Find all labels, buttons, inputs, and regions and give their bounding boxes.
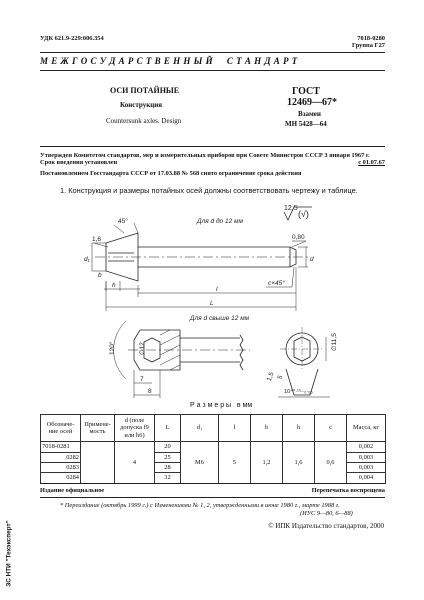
footer-rule-2 bbox=[40, 497, 385, 498]
dim-h: h bbox=[112, 282, 116, 289]
standard-band: М Е Ж Г О С У Д А Р С Т В Е Н Н Ы Й С Т А Н Д А Р Т bbox=[40, 56, 298, 66]
th-designation: Обозначе-ние осей bbox=[41, 415, 81, 442]
upper-caption: Для d до 12 мм bbox=[197, 218, 243, 225]
dim-15: 1,5 bbox=[265, 371, 276, 383]
upper-axle bbox=[95, 233, 308, 281]
title-en: Countersunk axles. Design bbox=[106, 117, 182, 125]
band-rule bbox=[40, 70, 385, 71]
stamp-text: ЗС НТИ "Техэксперт" bbox=[5, 520, 13, 587]
dim-8: 8 bbox=[148, 388, 152, 395]
dim-L: L bbox=[210, 300, 214, 307]
gost-number: 12469—67* bbox=[287, 97, 337, 108]
lower-axle bbox=[128, 330, 250, 370]
cell-L: 20 bbox=[155, 442, 181, 452]
th-d1: d₁ bbox=[181, 415, 219, 442]
gost-label: ГОСТ bbox=[292, 86, 320, 97]
th-c: c bbox=[315, 415, 347, 442]
axle-drawing bbox=[40, 195, 386, 410]
cell-designation: 0284 bbox=[41, 473, 81, 483]
dim-120: 120° bbox=[109, 341, 116, 355]
cell-designation: 0283 bbox=[41, 463, 81, 473]
clause-1: 1. Конструкция и размеры потайных осей должны соответствовать чертежу и таблице. bbox=[60, 186, 358, 195]
th-h: h bbox=[283, 415, 315, 442]
ius-note: (ИУС 9—80, 6—88) bbox=[300, 510, 353, 517]
dim-h-line bbox=[104, 281, 140, 291]
doc-code: 7018-0280 bbox=[357, 35, 385, 42]
official-edition: Издание официальное bbox=[40, 487, 105, 494]
dim-16: 1,6 bbox=[92, 236, 102, 243]
dim-cx45: c×45° bbox=[268, 280, 285, 287]
sidebar-stamp bbox=[4, 520, 14, 592]
dim-l: l bbox=[216, 286, 218, 293]
dimensions-table bbox=[40, 414, 386, 484]
cell-b: 1,2 bbox=[251, 442, 283, 484]
instead-label: Взамен bbox=[298, 110, 321, 118]
dim-080-line bbox=[292, 241, 306, 247]
term-label: Срок введения установлен bbox=[40, 159, 118, 166]
table-header-row bbox=[41, 415, 386, 442]
dim-tol: 10⁺⁰·¹⁵₋₀·₀₅ bbox=[284, 389, 313, 395]
subtitle-ru: Конструкция bbox=[120, 101, 163, 109]
cell-mass: 0,003 bbox=[347, 452, 386, 462]
end-view-axis bbox=[280, 327, 324, 371]
cell-mass: 0,004 bbox=[347, 473, 386, 483]
lower-shaft bbox=[180, 335, 243, 370]
th-l: l bbox=[219, 415, 251, 442]
header-rule bbox=[40, 52, 385, 53]
dim-b: b bbox=[98, 272, 102, 279]
dim-080: 0,80 bbox=[292, 234, 305, 241]
roughness-value: 12,5 bbox=[284, 205, 298, 212]
dim-8-line bbox=[134, 370, 160, 398]
th-mass: Масса, кг bbox=[347, 415, 386, 442]
cell-designation: 7018-0281 bbox=[41, 442, 81, 452]
term-date: с 01.07.67 bbox=[358, 159, 385, 166]
cell-l: 5 bbox=[219, 442, 251, 484]
reprint-note: * Переиздание (октябрь 1999 г.) с Изменениями № 1, 2, утвержденными в июне 1980 г., марте 1988 г. bbox=[60, 502, 340, 509]
table-caption: Р а з м е р ы в мм bbox=[190, 402, 253, 409]
cell-d: 4 bbox=[115, 442, 155, 484]
dim-d12: ∅12 bbox=[139, 342, 146, 355]
udk-code: УДК 621.9-229:006.354 bbox=[40, 35, 104, 42]
th-L: L bbox=[155, 415, 181, 442]
title-ru: ОСИ ПОТАЙНЫЕ bbox=[110, 86, 180, 95]
cell-mass: 0,003 bbox=[347, 463, 386, 473]
cell-c: 0,6 bbox=[315, 442, 347, 484]
th-d: d (поле допуска f9 или h6) bbox=[115, 415, 155, 442]
table-row bbox=[41, 442, 386, 452]
cell-L: 32 bbox=[155, 473, 181, 483]
th-b: b bbox=[251, 415, 283, 442]
copyright: © ИПК Издательство стандартов, 2000 bbox=[268, 522, 384, 530]
approval-line: Утвержден Комитетом стандартов, мер и измерительных приборов при Совете Министров СССР 3 января 1967 г. bbox=[40, 152, 370, 159]
replaced-doc: МН 5428—64 bbox=[285, 120, 327, 128]
reprint-ban: Перепечатка воспрещена bbox=[311, 487, 385, 494]
roughness-paren: (√) bbox=[298, 209, 309, 219]
cell-d1: M6 bbox=[181, 442, 219, 484]
decree-line: Постановлением Госстандарта СССР от 17.03.88 № 568 снято ограничение срока действия bbox=[40, 170, 302, 177]
lower-caption: Для d свыше 12 мм bbox=[190, 315, 250, 322]
footer-rule bbox=[40, 483, 385, 484]
cell-mass: 0,002 bbox=[347, 442, 386, 452]
dim-d1: d₁ bbox=[84, 256, 90, 263]
doc-group: Группа Г27 bbox=[352, 42, 385, 49]
cell-h: 1,6 bbox=[283, 442, 315, 484]
th-applicability: Примене-мость bbox=[81, 415, 115, 442]
cell-designation: 0282 bbox=[41, 452, 81, 462]
cell-L: 28 bbox=[155, 463, 181, 473]
title-rule bbox=[40, 146, 385, 147]
dim-d115: ∅11,5 bbox=[331, 333, 338, 351]
dim-d: d bbox=[310, 256, 314, 263]
cell-applicability bbox=[81, 442, 115, 484]
end-view bbox=[280, 327, 324, 395]
dim-45: 45° bbox=[118, 218, 128, 225]
dim-5: 5 bbox=[276, 374, 285, 381]
dim-7: 7 bbox=[140, 376, 144, 383]
cell-L: 25 bbox=[155, 452, 181, 462]
